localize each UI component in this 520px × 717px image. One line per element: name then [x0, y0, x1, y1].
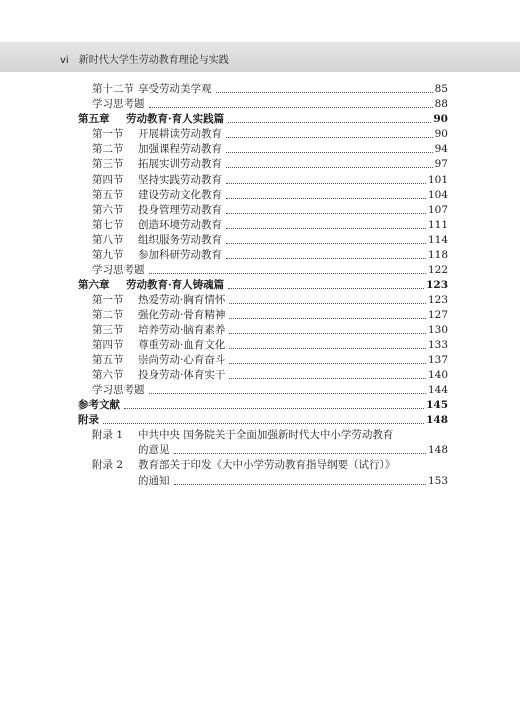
toc-entry — [92, 188, 448, 202]
toc-entry-number: 第五章 — [78, 113, 110, 125]
toc-entry-number: 第四节 — [92, 174, 124, 186]
toc-entry-number: 第七节 — [92, 219, 124, 231]
toc-entry — [92, 203, 448, 217]
toc-dot-leader — [124, 407, 424, 409]
toc-entry — [92, 157, 448, 171]
toc-entry-title: 学习思考题 — [92, 384, 145, 396]
toc-entry-page: 94 — [434, 143, 448, 155]
toc-entry-title: 培养劳动·脑育素养 — [138, 324, 226, 336]
toc-entry — [92, 263, 448, 277]
toc-dot-leader — [226, 136, 433, 138]
toc-entry — [78, 413, 448, 427]
toc-entry — [92, 173, 448, 187]
toc-entry-title: 建设劳动文化教育 — [138, 189, 222, 201]
toc-entry-title: 崇尚劳动·心育奋斗 — [138, 354, 226, 366]
toc-entry-page: 114 — [427, 234, 448, 246]
toc-entry-page: 133 — [427, 339, 448, 351]
toc-entry-title: 坚持实践劳动教育 — [138, 174, 222, 186]
toc-entry-page: 122 — [427, 264, 448, 276]
toc-entry — [138, 474, 448, 488]
toc-dot-leader — [229, 362, 426, 364]
toc-entry-title: 组织服务劳动教育 — [138, 234, 222, 246]
toc-entry-title: 参加科研劳动教育 — [138, 249, 222, 261]
toc-entry — [92, 428, 448, 442]
toc-entry-page: 140 — [427, 369, 448, 381]
toc-entry-page: 137 — [427, 354, 448, 366]
toc-entry-page: 123 — [426, 279, 448, 291]
toc-dot-leader — [149, 272, 426, 274]
toc-entry-number: 附录 2 — [92, 459, 124, 471]
toc-entry-number: 第一节 — [92, 294, 124, 306]
toc-entry — [92, 127, 448, 141]
toc-entry-number: 附录 1 — [92, 429, 124, 441]
toc-entry-title: 拓展实训劳动教育 — [138, 158, 222, 170]
toc-dot-leader — [226, 257, 426, 259]
toc-entry-number: 第九节 — [92, 249, 124, 261]
toc-entry — [92, 338, 448, 352]
toc-entry-page: 148 — [426, 414, 448, 426]
header-page-numeral: vi — [60, 55, 69, 66]
toc-entry — [78, 278, 448, 292]
toc-entry-page: 88 — [434, 98, 448, 110]
toc-dot-leader — [149, 106, 433, 108]
toc-entry — [92, 368, 448, 382]
toc-entry-title: 强化劳动·骨育精神 — [138, 309, 226, 321]
toc-entry — [92, 293, 448, 307]
toc-entry-number: 第六节 — [92, 369, 124, 381]
toc-entry — [92, 233, 448, 247]
toc-entry-number: 第一节 — [92, 128, 124, 140]
toc-entry — [92, 218, 448, 232]
toc-entry-page: 148 — [427, 444, 448, 456]
toc-entry-page: 127 — [427, 309, 448, 321]
toc-entry-title: 教育部关于印发《大中小学劳动教育指导纲要（试行）》 — [138, 459, 396, 471]
toc-entry-page: 90 — [434, 128, 448, 140]
toc-dot-leader — [174, 483, 426, 485]
toc-entry-page: 118 — [427, 249, 448, 261]
toc-entry-title: 开展耕读劳动教育 — [138, 128, 222, 140]
toc-entry — [92, 308, 448, 322]
toc-entry — [92, 142, 448, 156]
toc-entry-number: 第十二节 — [92, 83, 134, 95]
toc-entry-title: 尊重劳动·血育文化 — [138, 339, 226, 351]
toc-entry-title: 劳动教育·育人实践篇 — [126, 113, 225, 125]
toc-entry-page: 153 — [427, 475, 448, 487]
toc-entry-page: 145 — [426, 399, 448, 411]
toc-entry-number: 第六节 — [92, 204, 124, 216]
toc-entry-number: 第六章 — [78, 279, 110, 291]
toc-dot-leader — [229, 317, 426, 319]
toc-entry-page: 144 — [427, 384, 448, 396]
toc-dot-leader — [174, 452, 426, 454]
toc-entry-title: 的意见 — [138, 444, 170, 456]
toc-entry-title: 参考文献 — [78, 399, 120, 411]
toc-entry-title: 享受劳动美学观 — [138, 83, 212, 95]
toc-entry-title: 热爱劳动·胸育情怀 — [138, 294, 226, 306]
toc-dot-leader — [229, 332, 426, 334]
toc-entry-title: 投身管理劳动教育 — [138, 204, 222, 216]
toc-dot-leader — [228, 287, 424, 289]
toc-dot-leader — [149, 392, 426, 394]
toc-entry-title: 附录 — [78, 414, 99, 426]
toc-dot-leader — [228, 121, 431, 123]
toc-entry-title: 投身劳动·体育实干 — [138, 369, 226, 381]
toc-entry-page: 107 — [427, 204, 448, 216]
toc-entry-title: 劳动教育·育人铸魂篇 — [126, 279, 225, 291]
toc-entry-page: 90 — [433, 113, 448, 125]
toc-entry — [92, 97, 448, 111]
toc-entry — [138, 443, 448, 457]
toc-entry-title: 创造环境劳动教育 — [138, 219, 222, 231]
toc-entry-number: 第五节 — [92, 354, 124, 366]
toc-entry-page: 104 — [427, 189, 448, 201]
toc-entry-number: 第四节 — [92, 339, 124, 351]
toc-dot-leader — [229, 302, 426, 304]
toc-entry-page: 111 — [427, 219, 448, 231]
toc-entry-number: 第八节 — [92, 234, 124, 246]
toc-dot-leader — [226, 151, 433, 153]
toc-dot-leader — [229, 347, 426, 349]
toc-entry — [92, 248, 448, 262]
toc-entry-page: 85 — [434, 83, 448, 95]
toc-entry-page: 97 — [434, 158, 448, 170]
toc-dot-leader — [216, 91, 433, 93]
toc-entry-number: 第三节 — [92, 158, 124, 170]
toc-entry-title: 加强课程劳动教育 — [138, 143, 222, 155]
toc-entry-page: 130 — [427, 324, 448, 336]
toc-entry-title: 学习思考题 — [92, 98, 145, 110]
toc-entry-title: 中共中央 国务院关于全面加强新时代大中小学劳动教育 — [138, 429, 394, 441]
toc-entry-title: 的通知 — [138, 475, 170, 487]
toc-entry-number: 第二节 — [92, 309, 124, 321]
toc-dot-leader — [226, 212, 426, 214]
toc-dot-leader — [226, 227, 426, 229]
toc-entry — [78, 112, 448, 126]
toc-dot-leader — [229, 377, 426, 379]
toc-entry — [92, 458, 448, 472]
toc-dot-leader — [226, 182, 426, 184]
running-header — [60, 51, 229, 66]
toc-entry — [78, 398, 448, 412]
toc-entry-page: 101 — [427, 174, 448, 186]
toc-entry — [92, 383, 448, 397]
toc-dot-leader — [103, 422, 424, 424]
toc-dot-leader — [226, 197, 426, 199]
header-book-title: 新时代大学生劳动教育理论与实践 — [78, 55, 229, 66]
toc-dot-leader — [226, 166, 433, 168]
toc-entry-page: 123 — [427, 294, 448, 306]
toc-entry-number: 第五节 — [92, 189, 124, 201]
toc-dot-leader — [226, 242, 426, 244]
toc-entry-number: 第三节 — [92, 324, 124, 336]
toc-entry-number: 第二节 — [92, 143, 124, 155]
toc-entry-title: 学习思考题 — [92, 264, 145, 276]
toc-entry — [92, 353, 448, 367]
toc-entry — [92, 323, 448, 337]
toc-entry — [92, 82, 448, 96]
